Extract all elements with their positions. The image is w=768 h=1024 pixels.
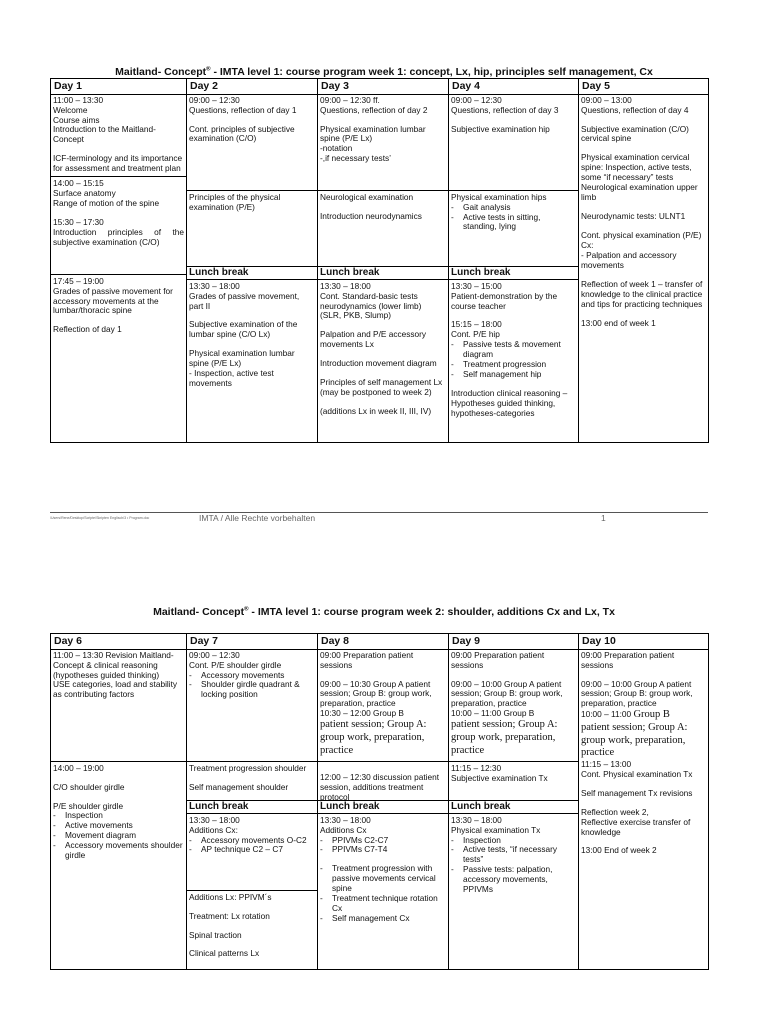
text-line: Treatment: Lx rotation — [189, 910, 270, 921]
lunch-break-label: Lunch break — [187, 800, 317, 814]
week2-title: Maitland- Concept® - IMTA level 1: course program week 2: shoulder, additions Cx and Lx, Tx — [153, 606, 615, 618]
list-item: - PPIVMs C2-C7 — [320, 836, 446, 846]
day10-cell — [579, 649, 709, 969]
text-line: Subjective examination Tx — [451, 772, 548, 783]
text-line: 14:00 – 15:15 — [53, 178, 104, 189]
text-line: Additions Cx: — [189, 824, 238, 835]
list-item: - Accessory movements shoulder girdle — [53, 841, 184, 861]
day-header: Day 5 — [579, 79, 709, 95]
day8-cell — [318, 649, 449, 969]
text-line: Patient-demonstration by the course teacher — [451, 290, 558, 311]
text-line: Self management shoulder — [189, 781, 289, 792]
text-line: (SLR, PKB, Slump) — [320, 310, 392, 321]
text-line: Subjective examination of the lumbar spine (C/O Lx) — [189, 319, 298, 340]
text-line: P/E shoulder girdle — [53, 800, 124, 811]
text-line: Introduction principles of the subjective examination (C/O) — [53, 227, 184, 248]
text-line: Reflection of day 1 — [53, 324, 122, 335]
text-line: Course aims — [53, 114, 100, 125]
bullet-list — [451, 340, 576, 380]
text-line: Neurological examination — [320, 191, 414, 202]
list-item: - Active tests in sitting, standing, lying — [451, 213, 576, 233]
text-line: Introduction clinical reasoning – Hypotheses guided thinking, hypotheses-categories — [451, 388, 568, 419]
footer-file-path: /Users/Rene/Desktop/Scripte/Skripten Englisch/3 • Program.doc — [50, 516, 150, 520]
text-line: 15:15 – 18:00 — [451, 319, 502, 330]
bullet-list — [320, 836, 446, 856]
text-line: Range of motion of the spine — [53, 198, 160, 209]
text-line: 14:00 – 19:00 — [53, 762, 104, 773]
day7-cell — [187, 649, 318, 969]
text-line: patient session; Group A: group work, preparation, practice — [451, 719, 558, 756]
text-line: Welcome — [53, 104, 88, 115]
text-line: 13:30 – 18:00 — [320, 814, 371, 825]
text-line: 09:00 – 10:00 Group A patient session; Group B: group work, preparation, practice — [451, 678, 563, 709]
list-item: - Accessory movements O-C2 — [189, 836, 315, 846]
text-line: Reflective exercise transfer of knowledge — [581, 816, 691, 837]
day4-cell — [449, 94, 579, 442]
text-line: C/O shoulder girdle — [53, 781, 125, 792]
footer-divider — [50, 512, 708, 513]
text-line: Grades of passive movement, part II — [189, 290, 300, 311]
text-line: 10:30 – 12:00 Group B — [320, 708, 404, 719]
text-line: 13:00 End of week 2 — [581, 845, 657, 856]
text-line: 10:00 – 11:00 Group B — [451, 708, 535, 719]
day-header: Day 3 — [318, 79, 449, 95]
day-header: Day 2 — [187, 79, 318, 95]
text-line: patient session; Group A: group work, preparation, practice — [320, 719, 427, 756]
list-item: - Movement diagram — [53, 831, 184, 841]
list-item: - Passive tests: palpation, accessory movements, PPIVMs — [451, 865, 576, 895]
list-item: - Accessory movements — [189, 671, 315, 681]
bullet-list — [53, 811, 184, 861]
text-line: 09:00 – 12:30 — [189, 94, 240, 105]
text-line: 11:15 – 12:30 — [451, 762, 502, 773]
bullet-list — [451, 836, 576, 896]
text-line: 11:15 – 13:00 — [581, 758, 632, 769]
text-line: Subjective examination hip — [451, 123, 550, 134]
text-line: -,if necessary tests’ — [320, 153, 392, 164]
text-line: Physical examination hips — [451, 191, 547, 202]
text-line: Clinical patterns Lx — [189, 948, 260, 959]
day-header: Day 7 — [187, 634, 318, 650]
text-line: - Inspection, active test movements — [189, 368, 274, 389]
list-item: - Treatment technique rotation Cx — [320, 894, 446, 914]
list-item: - Active movements — [53, 821, 184, 831]
week1-title: Maitland- Concept® - IMTA level 1: course program week 1: concept, Lx, hip, principles self management, Cx — [115, 66, 653, 78]
text-line: ICF-terminology and its importance for assessment and treatment plan — [53, 153, 183, 174]
text-line: Palpation and P/E accessory movements Lx — [320, 329, 427, 350]
day-header: Day 8 — [318, 634, 449, 650]
text-line: Reflection week 2, — [581, 806, 649, 817]
list-item: - Self management Cx — [320, 914, 446, 924]
text-line: Cont. Physical examination Tx — [581, 768, 693, 779]
week2-body-row — [51, 649, 709, 969]
list-item: - Active tests, “if necessary tests” — [451, 845, 576, 865]
text-line: 09:00 Preparation patient sessions — [451, 649, 545, 670]
day2-cell — [187, 94, 318, 442]
day-header: Day 10 — [579, 634, 709, 650]
day5-cell — [579, 94, 709, 442]
lunch-break-label: Lunch break — [449, 800, 578, 814]
text-line: Neurological examination upper limb — [581, 182, 698, 203]
text-line: 09:00 – 12:30 — [451, 94, 502, 105]
text-line: 13:30 – 15:00 — [451, 280, 502, 291]
list-item: - Self management hip — [451, 370, 576, 380]
week2-header-row — [51, 634, 709, 650]
text-line: Questions, reflection of day 2 — [320, 104, 428, 115]
text-line: 09:00 Preparation patient sessions — [581, 649, 675, 670]
week1-header-row — [51, 79, 709, 95]
lunch-break-label: Lunch break — [449, 266, 578, 280]
text-line: Physical examination lumbar spine (P/E Lx) — [189, 348, 295, 369]
text-line: Principles of self management Lx (may be postponed to week 2) — [320, 377, 443, 398]
text-line: Treatment progression shoulder — [189, 762, 307, 773]
text-line: Additions Lx: PPIVM´s — [189, 891, 272, 902]
footer-page-number: 1 — [601, 513, 606, 523]
text-line: Introduction neurodynamics — [320, 210, 422, 221]
text-line: 09:00 Preparation patient sessions — [320, 649, 414, 670]
lunch-break-label: Lunch break — [318, 800, 448, 814]
text-line: Grades of passive movement for accessory movements at the lumbar/thoracic spine — [53, 285, 173, 316]
day-header: Day 9 — [449, 634, 579, 650]
text-line: Principles of the physical examination (P/E) — [189, 191, 281, 212]
list-item: - Passive tests & movement diagram — [451, 340, 576, 360]
text-line: 13:30 – 18:00 — [189, 814, 240, 825]
text-line: Cont. Standard-basic tests neurodynamics (lower limb) — [320, 290, 422, 311]
text-line: 13:30 – 18:00 — [189, 280, 240, 291]
text-line: 09:00 – 13:00 — [581, 94, 632, 105]
text-line: (additions Lx in week II, III, IV) — [320, 406, 432, 417]
lunch-break-label: Lunch break — [318, 266, 448, 280]
text-line: 15:30 – 17:30 — [53, 217, 104, 228]
day-header: Day 4 — [449, 79, 579, 95]
bullet-list — [189, 671, 315, 701]
text-line: 09:00 – 12:30 — [189, 649, 240, 660]
text-line: 17:45 – 19:00 — [53, 275, 104, 286]
text-line: Physical examination lumbar spine (P/E Lx) — [320, 123, 426, 144]
text-line: Physical examination cervical spine: Inspection, active tests, some “if necessary” tests — [581, 152, 692, 183]
day6-cell — [51, 649, 187, 969]
list-item: - Shoulder girdle quadrant & locking position — [189, 680, 315, 700]
list-item: - Inspection — [451, 836, 576, 846]
text-line: Cont. P/E hip — [451, 329, 500, 340]
text-line: Cont. physical examination (P/E) Cx: — [581, 230, 702, 251]
text-line: Questions, reflection of day 4 — [581, 104, 689, 115]
text-line: - Palpation and accessory movements — [581, 250, 677, 270]
text-line: Reflection of week 1 – transfer of knowledge to the clinical practice and tips for practicing techniques — [581, 278, 703, 309]
text-line: 09:00 – 12:30 ff. — [320, 94, 380, 105]
day1-cell — [51, 94, 187, 442]
text-line: 11:00 – 13:30 Revision Maitland-Concept & clinical reasoning (hypotheses guided thinking) — [53, 649, 174, 680]
day-header: Day 6 — [51, 634, 187, 650]
text-line: Questions, reflection of day 1 — [189, 104, 297, 115]
list-item: - Gait analysis — [451, 203, 576, 213]
list-item: - Treatment progression with passive movements cervical spine — [320, 864, 446, 894]
text-line: Spinal traction — [189, 929, 242, 940]
text-line: 10:00 – 11:00 Group B — [581, 709, 670, 721]
week1-body-row — [51, 94, 709, 442]
lunch-break-label: Lunch break — [187, 266, 317, 280]
text-line: 13:00 end of week 1 — [581, 317, 656, 328]
week2-table — [50, 633, 709, 970]
text-line: Surface anatomy — [53, 188, 116, 199]
text-line: -notation — [320, 143, 353, 154]
text-line: Self management Tx revisions — [581, 787, 693, 798]
week1-table — [50, 78, 709, 443]
footer-copyright: IMTA / Alle Rechte vorbehalten — [199, 513, 316, 523]
text-line: Subjective examination (C/O) cervical spine — [581, 123, 689, 144]
list-item: - AP technique C2 – C7 — [189, 845, 315, 855]
text-line: 09:00 – 10:30 Group A patient session; Group B: group work, preparation, practice — [320, 678, 432, 709]
text-line: patient session; Group A: group work, preparation, practice — [581, 721, 688, 759]
text-line: 11:00 – 13:30 — [53, 94, 104, 105]
day-header: Day 1 — [51, 79, 187, 95]
text-line: 13:30 – 18:00 — [451, 814, 502, 825]
bullet-list — [189, 836, 315, 856]
text-line: 09:00 – 10:00 Group A patient session; Group B: group work, preparation, practice — [581, 678, 693, 709]
text-line: 13:30 – 18:00 — [320, 280, 371, 291]
day9-cell — [449, 649, 579, 969]
text-line: Physical examination Tx — [451, 824, 541, 835]
text-line: Neurodynamic tests: ULNT1 — [581, 211, 686, 222]
text-line: Introduction movement diagram — [320, 358, 437, 369]
text-line: USE categories, load and stability as contributing factors — [53, 679, 178, 700]
bullet-list — [320, 864, 446, 924]
list-item: - PPIVMs C7-T4 — [320, 845, 446, 855]
list-item: - Treatment progression — [451, 360, 576, 370]
bullet-list — [451, 203, 576, 233]
text-line: Additions Cx — [320, 824, 367, 835]
text-line: Introduction to the Maitland-Concept — [53, 124, 156, 145]
list-item: - Inspection — [53, 811, 184, 821]
text-line: Questions, reflection of day 3 — [451, 104, 559, 115]
text-line: Cont. principles of subjective examination (C/O) — [189, 123, 295, 144]
text-line: 12:00 – 12:30 discussion patient session, additions treatment protocol — [320, 771, 440, 802]
day3-cell — [318, 94, 449, 442]
text-line: Cont. P/E shoulder girdle — [189, 659, 282, 670]
